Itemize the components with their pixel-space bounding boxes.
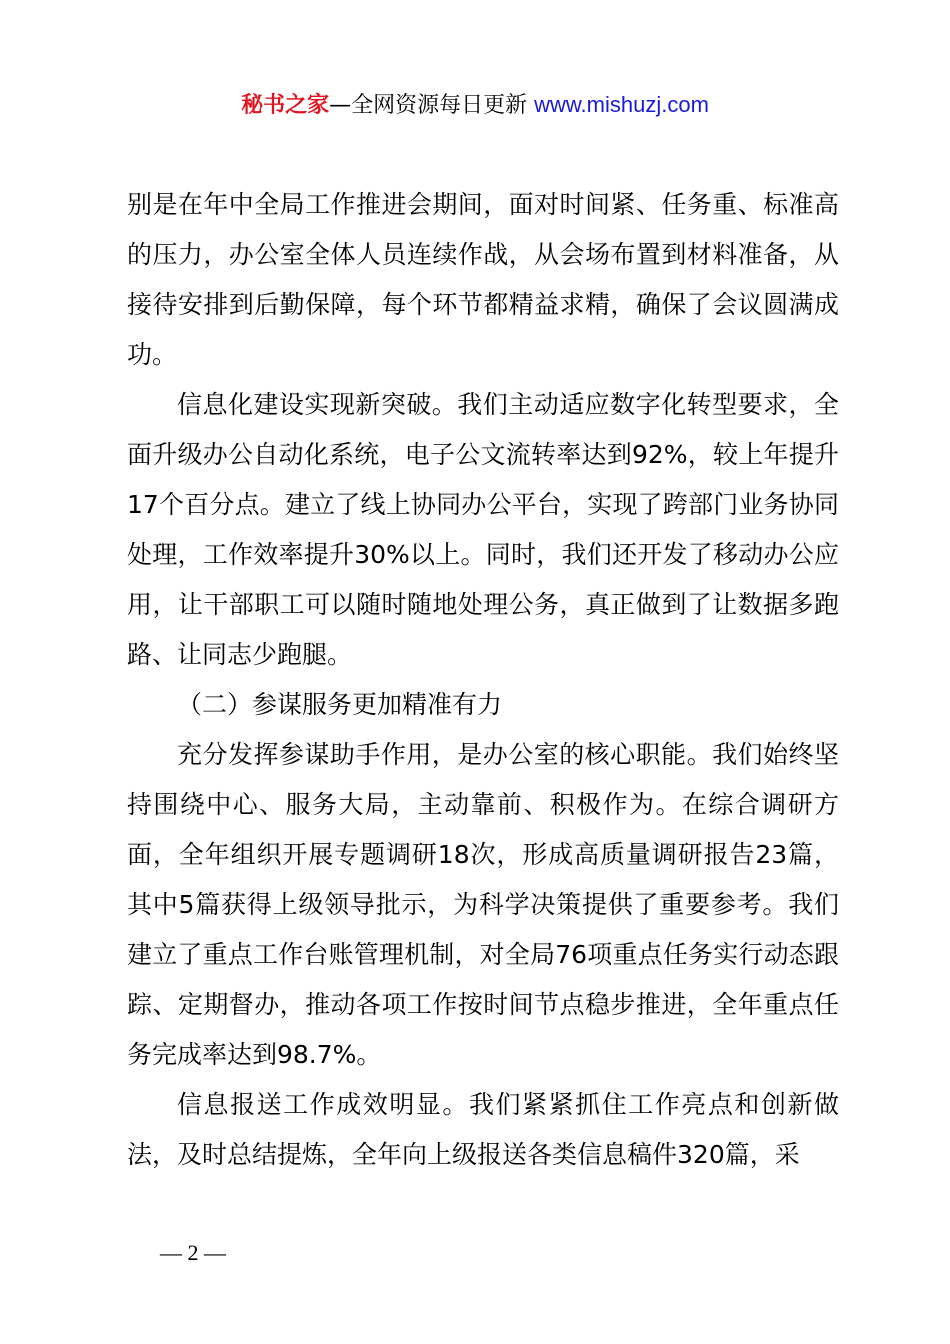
section-heading: （二）参谋服务更加精准有力 [177,690,503,719]
site-header [0,88,950,123]
brand-name: 秘书之家 [241,93,330,118]
paragraph-informatization: 信息化建设实现新突破。我们主动适应数字化转型要求，全面升级办公自动化系统，电子公文流转率达到92%，较上年提升17个百分点。建立了线上协同办公平台，实现了跨部门业务协同处理，工作效率提升30%以上。同时，我们还开发了移动办公应用，让干部职工可以随时随地处理公务，真正做到了让数据多跑路、让同志少跑腿。 [127,390,839,669]
paragraph-continued: 别是在年中全局工作推进会期间，面对时间紧、任务重、标准高的压力，办公室全体人员连续作战，从会场布置到材料准备，从接待安排到后勤保障，每个环节都精益求精，确保了会议圆满成功。 [127,190,839,369]
paragraph-information-reporting: 信息报送工作成效明显。我们紧紧抓住工作亮点和创新做法，及时总结提炼，全年向上级报送各类信息稿件320篇，采 [127,1090,839,1169]
website-url[interactable]: www.mishuzj.com [534,92,709,117]
document-body [127,180,839,1180]
page-number: — 2 — [160,1240,226,1265]
paragraph-advisory-service: 充分发挥参谋助手作用，是办公室的核心职能。我们始终坚持围绕中心、服务大局，主动靠前、积极作为。在综合调研方面，全年组织开展专题调研18次，形成高质量调研报告23篇，其中5篇获得上级领导批示，为科学决策提供了重要参考。我们建立了重点工作台账管理机制，对全局76项重点任务实行动态跟踪、定期督办，推动各项工作按时间节点稳步推进，全年重点任务完成率达到98.7%。 [127,740,839,1069]
header-tagline: —全网资源每日更新 [329,93,535,118]
